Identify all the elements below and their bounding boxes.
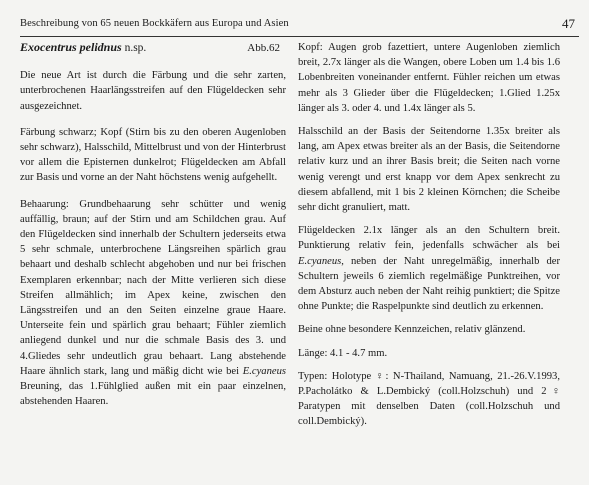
length-paragraph: Länge: 4.1 - 4.7 mm. <box>298 347 388 359</box>
pubescence-species-ref: E.cyaneus <box>242 365 286 377</box>
elytra-paragraph <box>298 223 560 314</box>
species-heading <box>20 40 286 56</box>
pronotum-paragraph: Halsschild an der Basis der Seitendorne 1.35x breiter als lang, am Apex etwas breiter als an der Basis, die Seitendorne relativ kurz und an ihrer Basis breit; die Seiten nach vorne wenig verengt und erst knapp vor dem Apex senkrecht zu diesem abfallend, mit 1 bis 2 kleinen Körnchen; die Scheibe sehr dicht granuliert, matt. <box>298 126 560 214</box>
page-number: 47 <box>562 16 575 31</box>
species-suffix: n.sp. <box>121 42 147 54</box>
head-paragraph: Kopf: Augen grob fazettiert, untere Augenloben ziemlich breit, 2.7x länger als die Wangen, obere Loben um 1.4 bis 1.6 Lobenbreiten voneinander entfernt. Fühler reichen um etwas mehr als 3 Glieder über die Flügeldecken; 1.Glied 1.25x länger als 3. oder 4. und 1.4x länger als 5. <box>298 42 560 114</box>
pubescence-text-b: Breuning, das 1.Fühlglied außen mit ein paar einzelnen, abstehenden Haaren. <box>20 381 286 408</box>
species-title <box>20 40 146 56</box>
legs-paragraph: Beine ohne besondere Kennzeichen, relativ glänzend. <box>298 324 526 336</box>
pubescence-text-a: Behaarung: Grundbehaarung sehr schütter und wenig auffällig, braun; auf der Stirn und am Schildchen grau. Auf den Flügeldecken sind innerhalb der Schultern jederseits etwa 5 sehr schmale, unterbrochene Längsreihen spärlich grau behaart und deshalb schlecht abgehoben und nur bei frischen Exemplaren erkennbar; nach der Mitte verlieren sich diese Streifen allmählich; im Apex keine, zwischen den Längsstreifen und an den Seiten einzelne graue Haare. Unterseite fein und spärlich grau behaart; Fühler ziemlich anliegend dunkel und nur die schmale Basis des 3. und 4.Gliedes sehr undeutlich grau behaart. Lang abstehende Haare ähnlich stark, lang und mäßig dicht wie bei <box>20 198 286 377</box>
coloration-paragraph: Färbung schwarz; Kopf (Stirn bis zu den oberen Augenloben sehr schwarz), Halsschild, Mittelbrust und von der Hinterbrust vor allem die Episternen dunkelrot; Flügeldecken am Abfall zur Basis und vorne an der Naht höchstens wenig aufgehellt. <box>20 126 286 184</box>
header-rule <box>20 36 579 37</box>
elytra-text-a: Flügeldecken 2.1x länger als an den Schultern breit. Punktierung relativ fein, jedenfalls schwächer als bei <box>298 225 560 252</box>
running-title: Beschreibung von 65 neuen Bockkäfern aus Europa und Asien <box>20 18 289 29</box>
elytra-species-ref: E.cyaneus <box>298 255 342 267</box>
figure-reference: Abb.62 <box>247 42 280 54</box>
elytra-text-b: , neben der Naht unregelmäßig, innerhalb der Schultern jeweils 6 ziemlich regelmäßige Punktreihen, vor dem Absturz auch neben der Naht reihig punktiert; die Spitze ohne Punkte; die Raspelpunkte sind deutlich zu erkennen. <box>298 255 560 313</box>
pubescence-paragraph <box>20 197 286 410</box>
left-column <box>20 40 286 417</box>
right-column <box>298 40 560 438</box>
types-paragraph: Typen: Holotype ♀: N-Thailand, Namuang, 21.-26.V.1993, P.Pacholátko & L.Dembický (coll.Holzschuh) und 2♀ Paratypen mit denselben Daten (coll.Holzschuh und coll.Dembický). <box>298 370 560 428</box>
species-name: Exocentrus pelidnus <box>20 40 122 54</box>
intro-paragraph: Die neue Art ist durch die Färbung und die sehr zarten, unterbrochenen Haarlängsstreifen auf den Flügeldecken sehr ausgezeichnet. <box>20 70 286 112</box>
